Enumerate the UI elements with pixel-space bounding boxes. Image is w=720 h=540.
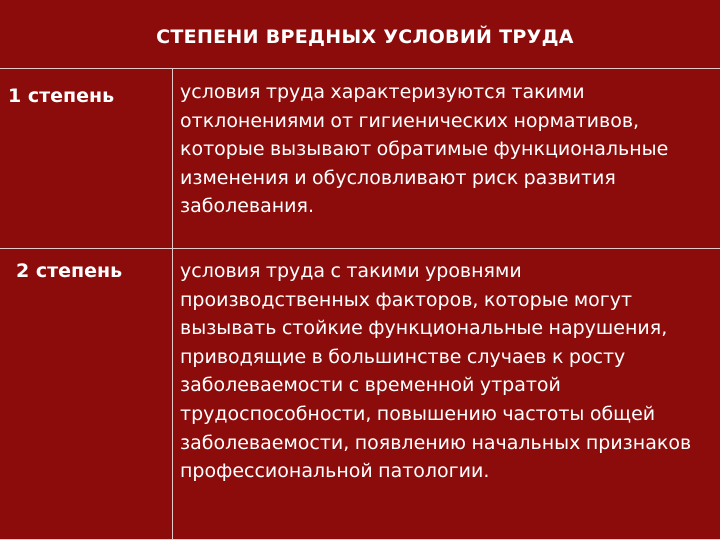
- slide-title: СТЕПЕНИ ВРЕДНЫХ УСЛОВИЙ ТРУДА: [156, 26, 574, 48]
- row-divider: [0, 248, 720, 249]
- degree-2-description: условия труда с такими уровнями производственных факторов, которые могут вызывать стойкие функциональные нарушения, приводящие в большинстве случаев к росту заболеваемости с временной утратой трудоспособности, повышению частоты общей заболеваемости, появлению начальных признаков профессиональной патологии.: [180, 260, 692, 483]
- table-top-border: [0, 68, 720, 69]
- degree-1-description: условия труда характеризуются такими отклонениями от гигиенических нормативов, которые вызывают обратимые функциональные изменения и обусловливают риск развития заболевания.: [180, 81, 669, 218]
- column-divider: [172, 68, 173, 540]
- degree-2-label: 2 степень: [16, 260, 123, 282]
- hazard-degrees-table: [0, 68, 720, 540]
- degree-1-label: 1 степень: [8, 85, 115, 107]
